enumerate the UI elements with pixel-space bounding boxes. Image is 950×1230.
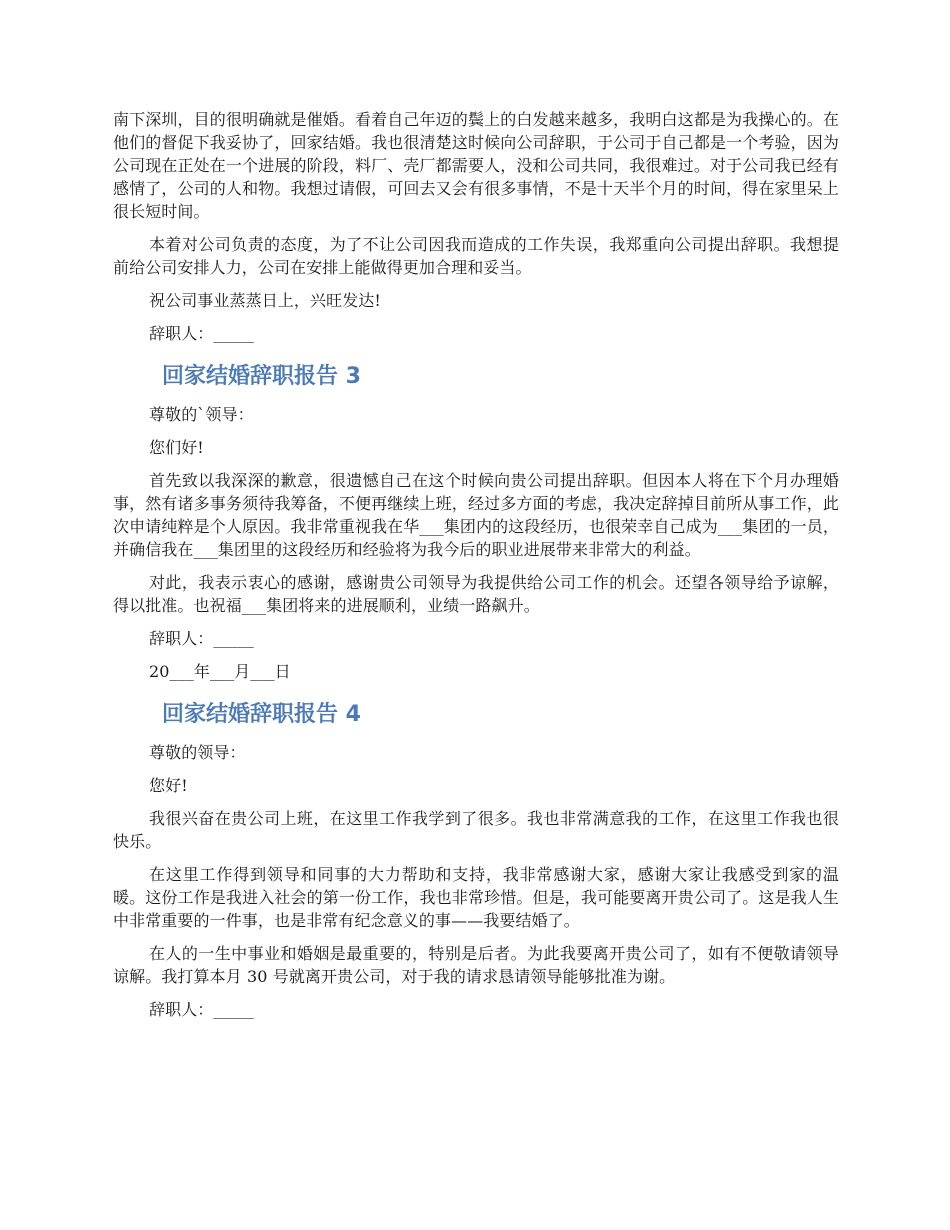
body-paragraph: 南下深圳，目的很明确就是催婚。看着自己年迈的鬓上的白发越来越多，我明白这都是为我操心的。在他们的督促下我妥协了，回家结婚。我也很清楚这时候向公司辞职，于公司于自己都是一个考验，因为公司现在正处在一个进展的阶段，料厂、壳厂都需要人，没和公司共同，我很难过。对于公司我已经有感情了，公司的人和物。我想过请假，可回去又会有很多事情，不是十天半个月的时间，得在家里呆上很长短时间。: [113, 110, 839, 221]
salutation: 尊敬的领导：: [149, 743, 246, 762]
body-paragraph: 我很兴奋在贵公司上班，在这里工作我学到了很多。我也非常满意我的工作，在这里工作我也很快乐。: [113, 809, 839, 851]
document-page: [113, 108, 839, 1031]
body-paragraph: 对此，我表示衷心的感谢，感谢贵公司领导为我提供给公司工作的机会。还望各领导给予谅解，得以批准。也祝福___集团将来的进展顺利，业绩一路飙升。: [113, 573, 839, 615]
body-paragraph: 在这里工作得到领导和同事的大力帮助和支持，我非常感谢大家，感谢大家让我感受到家的温暖。这份工作是我进入社会的第一份工作，我也非常珍惜。但是，我可能要离开贵公司了。这是我人生中非常重要的一件事，也是非常有纪念意义的事——我要结婚了。: [113, 865, 839, 930]
section-heading: 回家结婚辞职报告 4: [162, 702, 361, 727]
greeting: 您好!: [149, 776, 188, 795]
section-3: [113, 363, 839, 683]
body-paragraph: 在人的一生中事业和婚姻是最重要的，特别是后者。为此我要离开贵公司了，如有不便敬请领导谅解。我打算本月 30 号就离开贵公司，对于我的请求恳请领导能够批准为谢。: [113, 944, 839, 986]
intro-section: [113, 108, 839, 345]
section-4: [113, 701, 839, 1021]
signature-line: 辞职人：_____: [149, 629, 254, 648]
body-paragraph: 首先致以我深深的歉意，很遗憾自己在这个时候向贵公司提出辞职。但因本人将在下个月办理婚事，然有诸多事务须待我筹备，不便再继续上班，经过多方面的考虑，我决定辞掉目前所从事工作，此次申请纯粹是个人原因。我非常重视我在华___集团内的这段经历，也很荣幸自己成为___集团的一员，并确信我在___集团里的这段经历和经验将为我今后的职业进展带来非常大的利益。: [113, 471, 839, 559]
signature-line: 辞职人：_____: [149, 1000, 254, 1019]
date-line: 20___年___月___日: [149, 662, 291, 681]
signature-line: 辞职人：_____: [149, 324, 254, 343]
body-paragraph: 本着对公司负责的态度，为了不让公司因我而造成的工作失误，我郑重向公司提出辞职。我想提前给公司安排人力，公司在安排上能做得更加合理和妥当。: [113, 235, 839, 277]
closing-wish: 祝公司事业蒸蒸日上，兴旺发达!: [149, 291, 381, 310]
salutation: 尊敬的`领导：: [149, 405, 254, 424]
section-heading: 回家结婚辞职报告 3: [162, 364, 361, 389]
greeting: 您们好!: [149, 438, 204, 457]
